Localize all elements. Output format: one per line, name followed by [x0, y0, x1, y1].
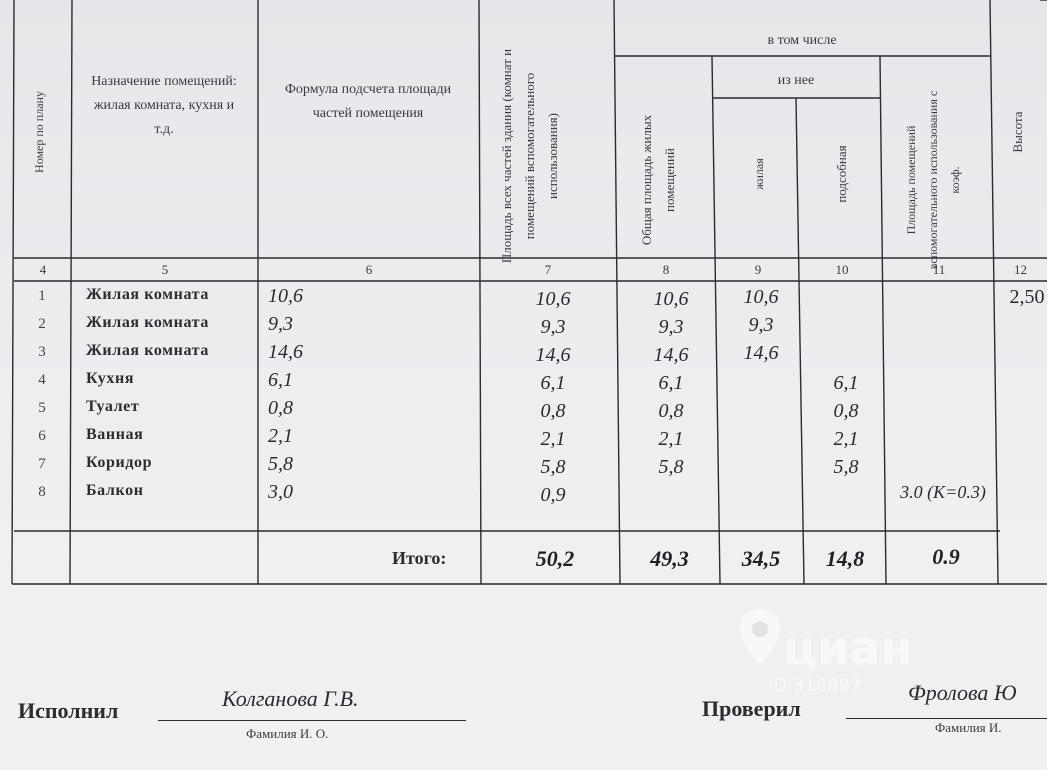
room-name: Балкон — [86, 482, 144, 499]
room-formula: 0,8 — [268, 397, 293, 419]
header-col11: Площадь помещений вспомогательного использования с коэф. — [904, 90, 962, 270]
column-number: 7 — [544, 261, 552, 277]
room-living-area: 10,6 — [743, 286, 779, 308]
totals-aux-area: 14,8 — [825, 546, 865, 571]
checked-line — [846, 718, 1047, 719]
header-col10: подсобная — [834, 145, 849, 203]
room-common-area: 5,8 — [658, 456, 684, 478]
room-name: Коридор — [86, 454, 153, 471]
performed-label: Исполнил — [18, 698, 119, 723]
room-height: 2,50 — [1009, 286, 1045, 308]
room-name: Жилая комната — [86, 314, 209, 331]
header-col4: Номер по плану — [32, 91, 46, 173]
column-number: 11 — [932, 261, 946, 277]
checked-label: Проверил — [702, 696, 801, 721]
room-name: Кухня — [86, 370, 135, 387]
room-aux-area: 2,1 — [833, 428, 859, 450]
room-total-area: 14,6 — [535, 344, 571, 366]
row-number: 8 — [38, 484, 46, 500]
header-subgroup: из нее — [777, 73, 815, 88]
watermark-brand: циан — [783, 621, 913, 675]
room-name: Ванная — [86, 426, 144, 443]
row-number: 2 — [38, 316, 46, 332]
row-number: 4 — [38, 372, 46, 388]
header-col5: Назначение помещений: жилая комната, кухня и т.д. — [91, 74, 237, 137]
room-total-area: 0,8 — [540, 400, 566, 422]
column-number: 12 — [1014, 261, 1027, 277]
room-common-area: 6,1 — [658, 372, 684, 394]
watermark-id: ID 316897 — [768, 675, 862, 696]
room-total-area: 10,6 — [535, 288, 571, 310]
room-coef-area: 3.0 (K=0.3) — [900, 482, 986, 502]
column-number: 9 — [754, 261, 762, 277]
room-name: Жилая комната — [86, 342, 209, 359]
room-total-area: 5,8 — [540, 456, 566, 478]
room-living-area: 9,3 — [748, 314, 774, 336]
header-group: в том числе — [767, 33, 837, 48]
room-formula: 6,1 — [268, 369, 293, 391]
performed-name: Колганова Г.В. — [222, 686, 359, 711]
cian-watermark — [728, 605, 958, 705]
row-number: 7 — [38, 456, 46, 472]
header-col7: Площадь всех частей здания (комнат и помещений вспомогательного использования) — [499, 48, 560, 264]
room-common-area: 2,1 — [658, 428, 684, 450]
room-total-area: 6,1 — [540, 372, 566, 394]
performed-line — [158, 720, 466, 721]
column-number: 6 — [365, 261, 373, 277]
column-number: 8 — [662, 261, 670, 277]
row-number: 3 — [38, 344, 46, 360]
room-common-area: 9,3 — [658, 316, 684, 338]
location-pin-icon — [730, 605, 790, 675]
header-col8: Общая площадь жилых помещений — [639, 114, 677, 246]
room-aux-area: 6,1 — [833, 372, 859, 394]
room-aux-area: 0,8 — [833, 400, 859, 422]
room-common-area: 10,6 — [653, 288, 689, 310]
checked-sub: Фамилия И. — [935, 720, 1002, 735]
room-formula: 14,6 — [268, 341, 303, 363]
checked-name: Фролова Ю — [908, 680, 1017, 705]
performed-sub: Фамилия И. О. — [246, 726, 329, 741]
header-col12: Высота — [1010, 111, 1025, 153]
header-col6: Формула подсчета площади частей помещения — [284, 82, 452, 121]
room-common-area: 14,6 — [653, 344, 689, 366]
column-number: 10 — [835, 261, 849, 277]
room-aux-area: 5,8 — [833, 456, 859, 478]
column-number: 5 — [161, 261, 169, 277]
room-name: Туалет — [86, 398, 140, 415]
row-number: 1 — [38, 288, 46, 304]
row-number: 5 — [38, 400, 46, 416]
header-col9: жилая — [752, 158, 766, 190]
row-number: 6 — [38, 428, 46, 444]
totals-common-area: 49,3 — [650, 546, 689, 571]
room-total-area: 2,1 — [540, 428, 566, 450]
room-name: Жилая комната — [86, 286, 209, 303]
totals-label: Итого: — [392, 548, 447, 568]
room-formula: 10,6 — [268, 285, 303, 307]
room-living-area: 14,6 — [743, 342, 779, 364]
room-total-area: 9,3 — [540, 316, 566, 338]
room-formula: 5,8 — [268, 453, 293, 475]
totals-total-area: 50,2 — [535, 546, 575, 571]
room-total-area: 0,9 — [540, 484, 566, 506]
column-number: 4 — [39, 261, 47, 277]
room-common-area: 0,8 — [658, 400, 684, 422]
room-formula: 3,0 — [268, 481, 293, 503]
room-formula: 2,1 — [268, 425, 293, 447]
totals-living-area: 34,5 — [741, 546, 781, 571]
room-formula: 9,3 — [268, 313, 293, 335]
totals-coef-area: 0.9 — [932, 544, 960, 569]
